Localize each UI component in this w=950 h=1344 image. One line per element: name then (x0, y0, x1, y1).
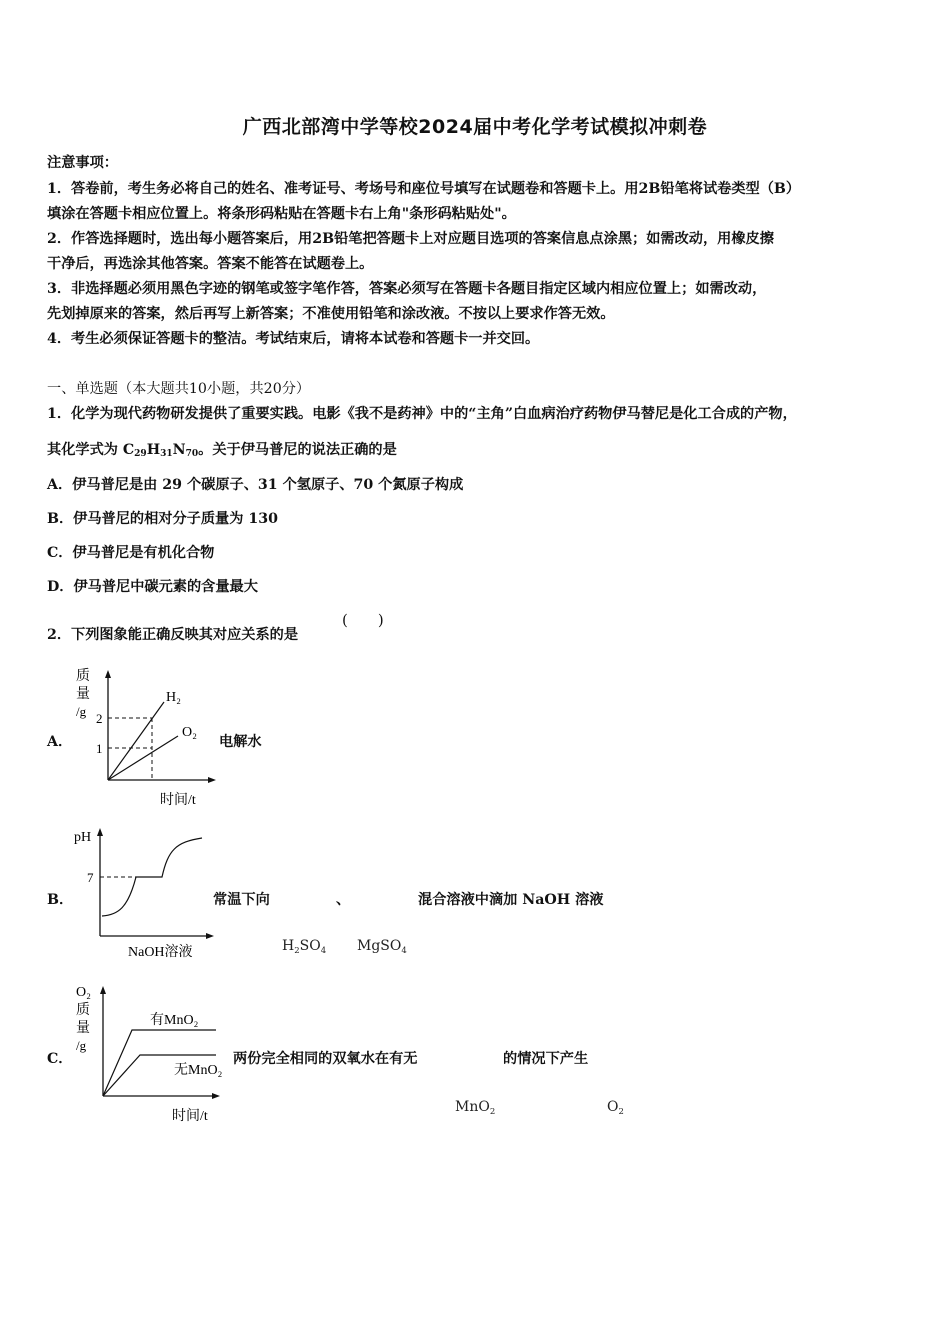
notice-line: 4．考生必须保证答题卡的整洁。考试结束后，请将本试卷和答题卡一并交回。 (47, 331, 540, 347)
graph-a-series-h2: H₂ (166, 690, 181, 705)
graph-c-y-label: 量 (76, 1021, 90, 1036)
q2-option-b-desc-1: 常温下向 (213, 892, 270, 908)
q2-option-c-desc-2: 的情况下产生 (503, 1051, 589, 1067)
graph-a-o2-line (108, 736, 178, 780)
q2-option-c-desc-1: 两份完全相同的双氧水在有无 (233, 1051, 418, 1067)
graph-a (70, 662, 230, 812)
q2-stem: 2．下列图象能正确反映其对应关系的是 (47, 627, 299, 643)
graph-a-y-label: 量 (76, 687, 90, 702)
notice-line: 填涂在答题卡相应位置上。将条形码粘贴在答题卡右上角"条形码粘贴处"。 (47, 206, 516, 222)
q1-stem-line2: 其化学式为 C29H31N70。关于伊马普尼的说法正确的是 (47, 442, 397, 459)
graph-c-y-label: /g (76, 1038, 87, 1053)
notice-line: 2．作答选择题时，选出每小题答案后，用2B铅笔把答题卡上对应题目选项的答案信息点涂黑；如需改动，用橡皮擦 (47, 231, 774, 247)
graph-a-tick-1: 1 (96, 741, 103, 756)
q1-option-a[interactable]: A．伊马普尼是由 29 个碳原子、31 个氢原子、70 个氮原子构成 (47, 477, 464, 493)
graph-a-h2-line (108, 702, 164, 780)
formula-mno2: MnO$_2$ (455, 1099, 496, 1117)
graph-c-y-arrow (100, 986, 106, 994)
graph-c-series-with: 有MnO₂ (150, 1013, 199, 1028)
q2-option-a-desc: 电解水 (219, 734, 262, 750)
notice-line: 先划掉原来的答案，然后再写上新答案；不准使用铅笔和涂改液。不按以上要求作答无效。 (47, 306, 615, 322)
graph-a-series-o2: O₂ (182, 725, 197, 740)
graph-a-y-arrow (105, 670, 111, 678)
graph-b-tick-7: 7 (87, 870, 94, 885)
notice-line: 1．答卷前，考生务必将自己的姓名、准考证号、考场号和座位号填写在试题卷和答题卡上。用2B铅笔将试卷类型（B） (47, 181, 801, 197)
formula-o2: $O_2$ (607, 1099, 624, 1117)
graph-c (70, 978, 235, 1128)
graph-a-y-label: 质 (76, 669, 90, 684)
q1-stem-line1: 1．化学为现代药物研发提供了重要实践。电影《我不是药神》中的“主角”白血病治疗药物伊马替尼是化工合成的产物， (47, 406, 797, 422)
notice-line: 干净后，再选涂其他答案。答案不能答在试题卷上。 (47, 256, 374, 272)
graph-c-y-label: O₂ (76, 985, 91, 1000)
q1-option-b[interactable]: B．伊马普尼的相对分子质量为 130 (47, 511, 278, 527)
answer-parentheses: ( ) (342, 611, 384, 629)
q2-option-b-desc-2: 、 (336, 892, 351, 908)
graph-a-x-label: 时间/t (160, 793, 196, 808)
graph-a-x-arrow (208, 777, 216, 783)
page-title: 广西北部湾中学等校2024届中考化学考试模拟冲刺卷 (242, 116, 708, 138)
q2-option-a-label[interactable]: A． (47, 734, 73, 750)
q1-option-d[interactable]: D．伊马普尼中碳元素的含量最大 (47, 579, 258, 595)
graph-b-y-arrow (97, 828, 103, 836)
q2-option-b-label[interactable]: B． (47, 892, 74, 908)
graph-a-tick-2: 2 (96, 711, 103, 726)
graph-c-series-without: 无MnO₂ (174, 1063, 223, 1078)
graph-b-x-label: NaOH溶液 (128, 945, 193, 960)
formula-mgso4: MgSO$_4$ (357, 938, 407, 956)
graph-b (70, 822, 220, 967)
graph-c-x-arrow (212, 1093, 220, 1099)
q1-option-c[interactable]: C．伊马普尼是有机化合物 (47, 545, 215, 561)
q2-option-b-desc-3: 混合溶液中滴加 NaOH 溶液 (418, 892, 604, 908)
q2-option-c-label[interactable]: C． (47, 1051, 73, 1067)
graph-a-y-label: /g (76, 704, 87, 719)
formula-h2so4: $H_2SO_4$ (282, 938, 327, 956)
graph-b-x-arrow (206, 933, 214, 939)
graph-c-y-label: 质 (76, 1003, 90, 1018)
graph-b-y-label: pH (74, 830, 92, 845)
graph-c-x-label: 时间/t (172, 1109, 208, 1124)
notice-line: 3．非选择题必须用黑色字迹的钢笔或签字笔作答，答案必须写在答题卡各题目指定区域内相应位置上；如需改动， (47, 281, 767, 297)
section-heading: 一、单选题（本大题共10小题，共20分） (47, 381, 311, 397)
notice-heading: 注意事项： (47, 155, 118, 171)
